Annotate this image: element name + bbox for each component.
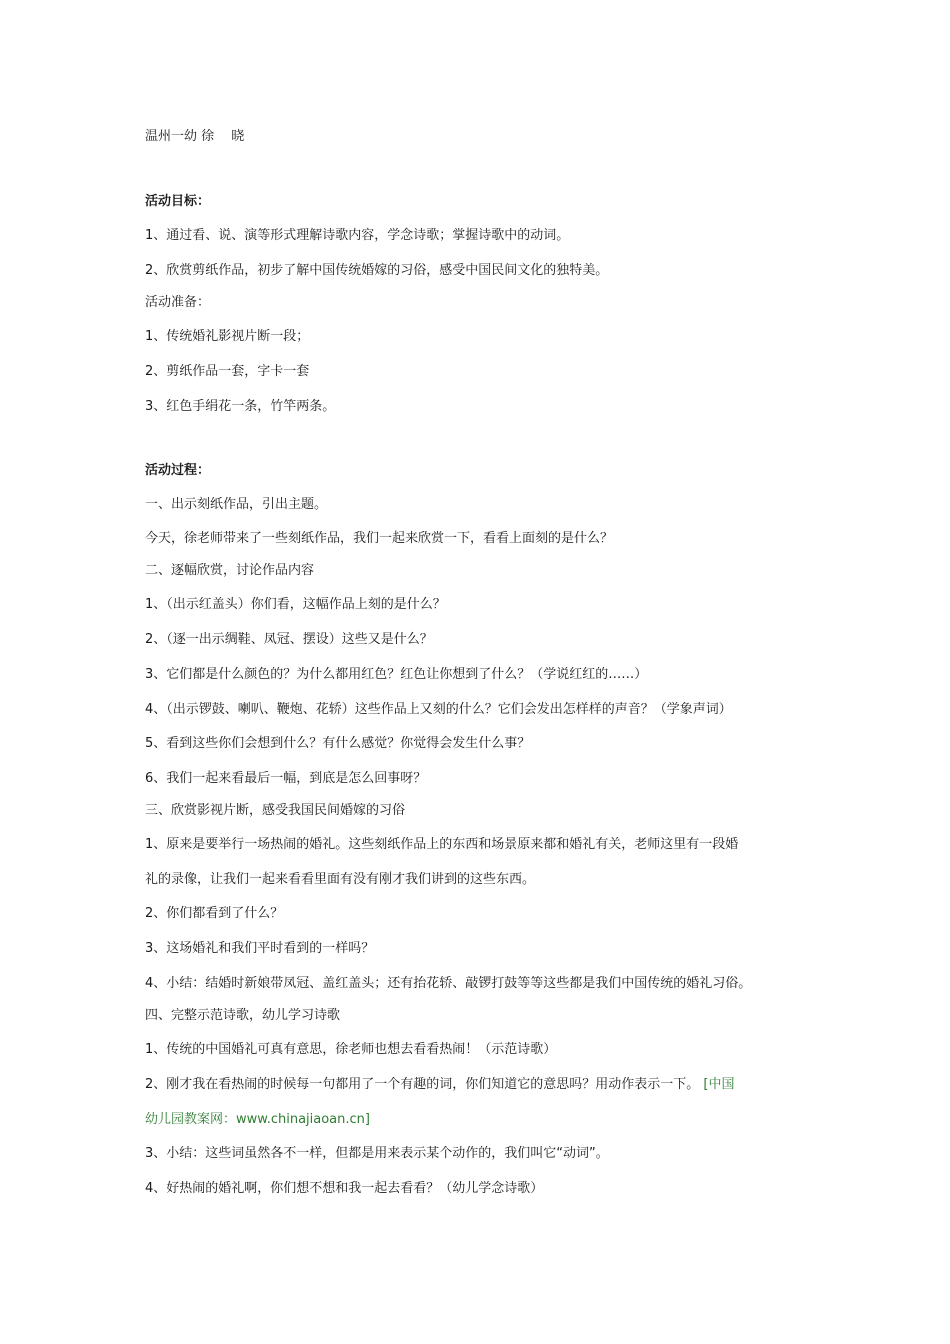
process-heading: 活动过程： bbox=[145, 463, 211, 478]
list-item: 4、小结：结婚时新娘带凤冠、盖红盖头；还有抬花轿、敲锣打鼓等等这些都是我们中国传统的婚礼习俗。 bbox=[145, 976, 752, 991]
list-item: 3、这场婚礼和我们平时看到的一样吗？ bbox=[145, 941, 375, 956]
list-item: 5、看到这些你们会想到什么？有什么感觉？你觉得会发生什么事？ bbox=[145, 736, 531, 751]
objectives-heading: 活动目标： bbox=[145, 194, 211, 209]
list-item bbox=[145, 1076, 735, 1094]
section-title: 二、逐幅欣赏，讨论作品内容 bbox=[145, 563, 315, 578]
list-item-continuation: 礼的录像，让我们一起来看看里面有没有刚才我们讲到的这些东西。 bbox=[145, 872, 536, 887]
list-item: 6、我们一起来看最后一幅，到底是怎么回事呀？ bbox=[145, 771, 427, 786]
preparation-item: 2、剪纸作品一套，字卡一套 bbox=[145, 364, 310, 379]
section-title: 四、完整示范诗歌，幼儿学习诗歌 bbox=[145, 1008, 341, 1023]
preparation-item: 3、红色手绢花一条，竹竿两条。 bbox=[145, 399, 336, 414]
preparation-item: 1、传统婚礼影视片断一段； bbox=[145, 329, 310, 344]
list-item: 2、你们都看到了什么？ bbox=[145, 906, 284, 921]
section-title: 三、欣赏影视片断，感受我国民间婚嫁的习俗 bbox=[145, 803, 406, 818]
objective-item: 1、通过看、说、演等形式理解诗歌内容，学念诗歌；掌握诗歌中的动词。 bbox=[145, 228, 570, 243]
objective-item: 2、欣赏剪纸作品，初步了解中国传统婚嫁的习俗，感受中国民间文化的独特美。 bbox=[145, 263, 609, 278]
list-item: 4、好热闹的婚礼啊，你们想不想和我一起去看看？（幼儿学念诗歌） bbox=[145, 1181, 544, 1196]
list-item: 3、小结：这些词虽然各不一样，但都是用来表示某个动作的，我们叫它“动词”。 bbox=[145, 1146, 609, 1161]
website-link[interactable]: [中国 bbox=[699, 1077, 735, 1092]
list-item: 3、它们都是什么颜色的？为什么都用红色？红色让你想到了什么？（学说红红的……） bbox=[145, 667, 648, 682]
section-text: 今天，徐老师带来了一些刻纸作品，我们一起来欣赏一下，看看上面刻的是什么？ bbox=[145, 531, 614, 546]
list-item: 4、（出示锣鼓、喇叭、鞭炮、花轿）这些作品上又刻的什么？它们会发出怎样样的声音？（学象声词） bbox=[145, 702, 732, 717]
list-item: 2、（逐一出示绸鞋、凤冠、摆设）这些又是什么？ bbox=[145, 632, 433, 647]
author-line: 温州一幼 徐 晓 bbox=[145, 129, 245, 144]
preparation-heading: 活动准备： bbox=[145, 295, 211, 310]
list-item-text: 2、刚才我在看热闹的时候每一句都用了一个有趣的词，你们知道它的意思吗？用动作表示一下。 bbox=[145, 1077, 700, 1092]
website-link[interactable]: 幼儿园教案网：www.chinajiaoan.cn] bbox=[145, 1112, 370, 1127]
list-item: 1、传统的中国婚礼可真有意思，徐老师也想去看看热闹！（示范诗歌） bbox=[145, 1042, 557, 1057]
section-title: 一、出示刻纸作品，引出主题。 bbox=[145, 497, 328, 512]
list-item: 1、原来是要举行一场热闹的婚礼。这些刻纸作品上的东西和场景原来都和婚礼有关，老师这里有一段婚 bbox=[145, 837, 739, 852]
list-item: 1、（出示红盖头）你们看，这幅作品上刻的是什么？ bbox=[145, 597, 446, 612]
